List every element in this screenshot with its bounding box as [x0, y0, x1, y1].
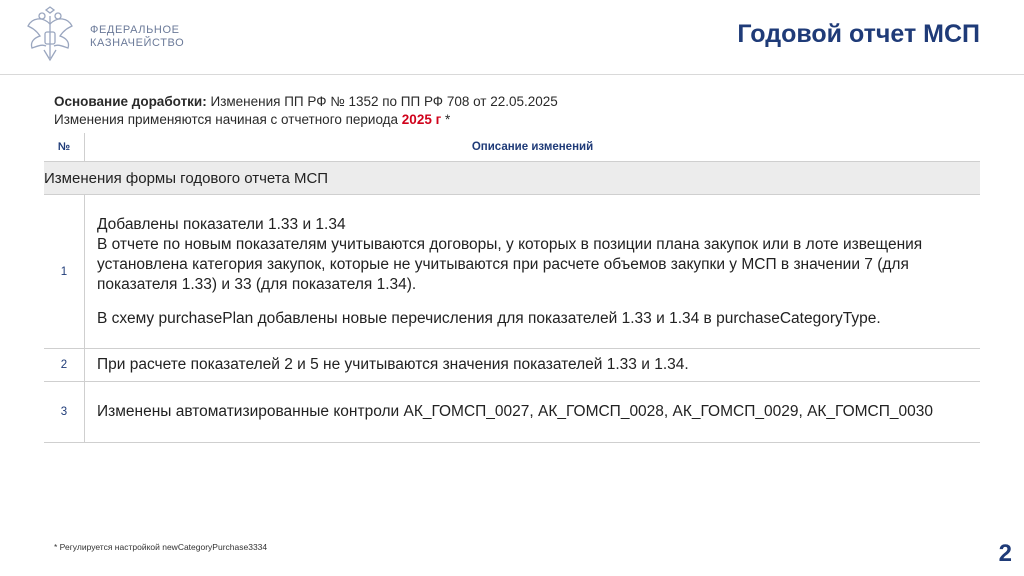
page-number: 2 [998, 540, 1012, 567]
description-line: Добавлены показатели 1.33 и 1.34 [97, 215, 346, 233]
table-section-row [44, 162, 980, 195]
row-description [85, 195, 981, 349]
description-line: В отчете по новым показателям учитываются договоры, у которых в позиции плана закупок или в лоте извещения установлена категория закупок, которые не учитываются при расчете объемов закупки у МСП в значении 7 (для показателя 1.33) и 33 (для показателя 1.34). [97, 235, 923, 293]
period-text: Изменения применяются начиная с отчетного периода [54, 112, 402, 127]
basis-label: Основание доработки: [54, 94, 207, 109]
row-description [85, 382, 981, 443]
header-divider [0, 74, 1024, 75]
description-line: Изменены автоматизированные контроли АК_ГОМСП_0027, АК_ГОМСП_0028, АК_ГОМСП_0029, АК_ГОМСП_0030 [97, 403, 933, 420]
description-line: При расчете показателей 2 и 5 не учитываются значения показателей 1.33 и 1.34. [97, 356, 689, 373]
description-line: В схему purchasePlan добавлены новые перечисления для показателей 1.33 и 1.34 в purchaseCategoryType. [97, 309, 881, 327]
column-header-number: № [44, 133, 85, 162]
table-row [44, 349, 980, 382]
row-number: 2 [44, 349, 85, 382]
page-title: Годовой отчет МСП [737, 20, 980, 48]
row-number: 1 [44, 195, 85, 349]
row-description [85, 349, 981, 382]
period-mark: * [441, 112, 451, 127]
row-number: 3 [44, 382, 85, 443]
table-header-row [44, 133, 980, 162]
period-line [54, 111, 558, 129]
basis-block [54, 93, 558, 129]
column-header-description: Описание изменений [85, 133, 981, 162]
org-name-line2: КАЗНАЧЕЙСТВО [90, 37, 185, 49]
table-row [44, 195, 980, 349]
basis-line [54, 93, 558, 111]
footnote: * Регулируется настройкой newCategoryPurchase3334 [54, 542, 268, 552]
changes-table [44, 133, 980, 443]
period-year: 2025 г [401, 112, 442, 127]
org-name-line1: ФЕДЕРАЛЬНОЕ [90, 24, 180, 36]
org-name [90, 24, 184, 50]
basis-text: Изменения ПП РФ № 1352 по ПП РФ 708 от 22.05.2025 [206, 94, 558, 109]
double-headed-eagle-emblem-icon [22, 6, 78, 66]
slide-header [0, 0, 1024, 72]
table-row [44, 382, 980, 443]
section-title: Изменения формы годового отчета МСП [44, 162, 980, 195]
